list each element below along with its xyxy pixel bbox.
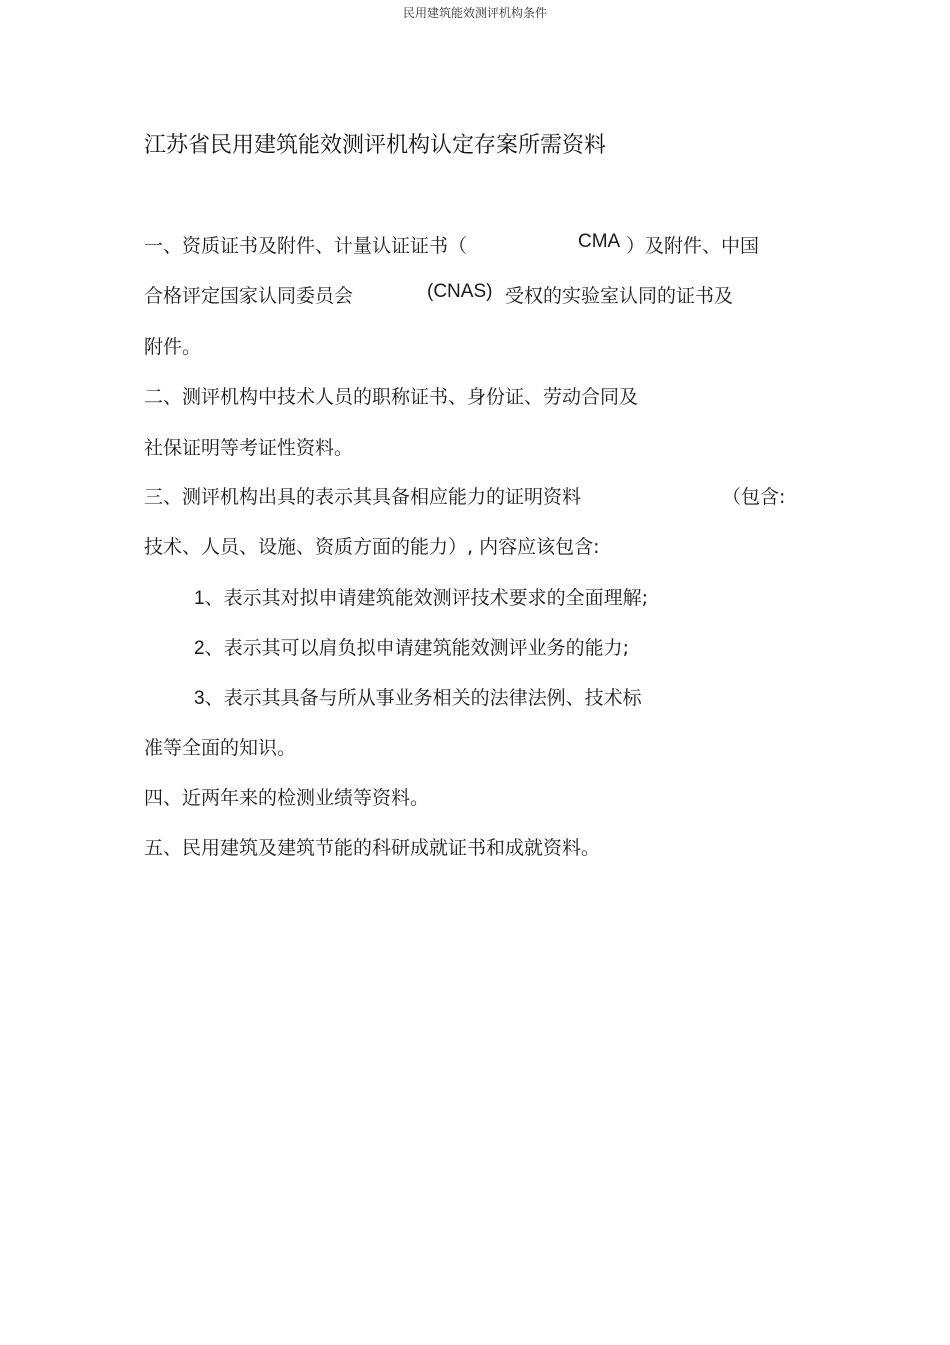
item3-line1-b: （包含: — [722, 486, 786, 508]
running-header: 民用建筑能效测评机构条件 — [402, 6, 547, 20]
item3-sub3-number: 3 — [194, 688, 205, 709]
item3-sub2 — [194, 633, 629, 660]
item1-text-c: ）及附件、中国 — [626, 235, 760, 257]
item3-sub2-text: 、表示其可以肩负拟申请建筑能效测评业务的能力; — [204, 637, 629, 659]
item3-sub2-number: 2 — [194, 638, 205, 659]
item1-cma-term: CMA — [578, 231, 621, 252]
item1-line2-c: 受权的实验室认同的证书及 — [505, 285, 734, 307]
item1-line1 — [144, 231, 467, 258]
item5-line1: 五、民用建筑及建筑节能的科研成就证书和成就资料。 — [144, 837, 601, 859]
item3-sub1-number: 1 — [194, 588, 205, 609]
document-title: 江苏省民用建筑能效测评机构认定存案所需资料 — [144, 133, 607, 158]
item3-sub3 — [194, 683, 642, 710]
item2-line1: 二、测评机构中技术人员的职称证书、身份证、劳动合同及 — [144, 386, 639, 408]
item3-line2: 技术、人员、设施、资质方面的能力）, 内容应该包含: — [144, 536, 600, 558]
item2-line2: 社保证明等考证性资料。 — [144, 437, 354, 459]
item1-text-a: 一、资质证书及附件、计量认证证书（ — [144, 235, 468, 257]
item3-sub1 — [194, 583, 648, 610]
item1-line3: 附件。 — [144, 336, 202, 358]
item3-line1-a: 三、测评机构出具的表示其具备相应能力的证明资料 — [144, 486, 582, 508]
item1-cnas-term: (CNAS) — [427, 281, 493, 302]
item3-sub3-line2: 准等全面的知识。 — [144, 737, 297, 759]
item1-line2-a: 合格评定国家认同委员会 — [144, 285, 354, 307]
item4-line1: 四、近两年来的检测业绩等资料。 — [144, 787, 430, 809]
item3-sub1-text: 、表示其对拟申请建筑能效测评技术要求的全面理解; — [204, 587, 648, 609]
item3-sub3-text: 、表示其具备与所从事业务相关的法律法例、技术标 — [204, 687, 642, 709]
